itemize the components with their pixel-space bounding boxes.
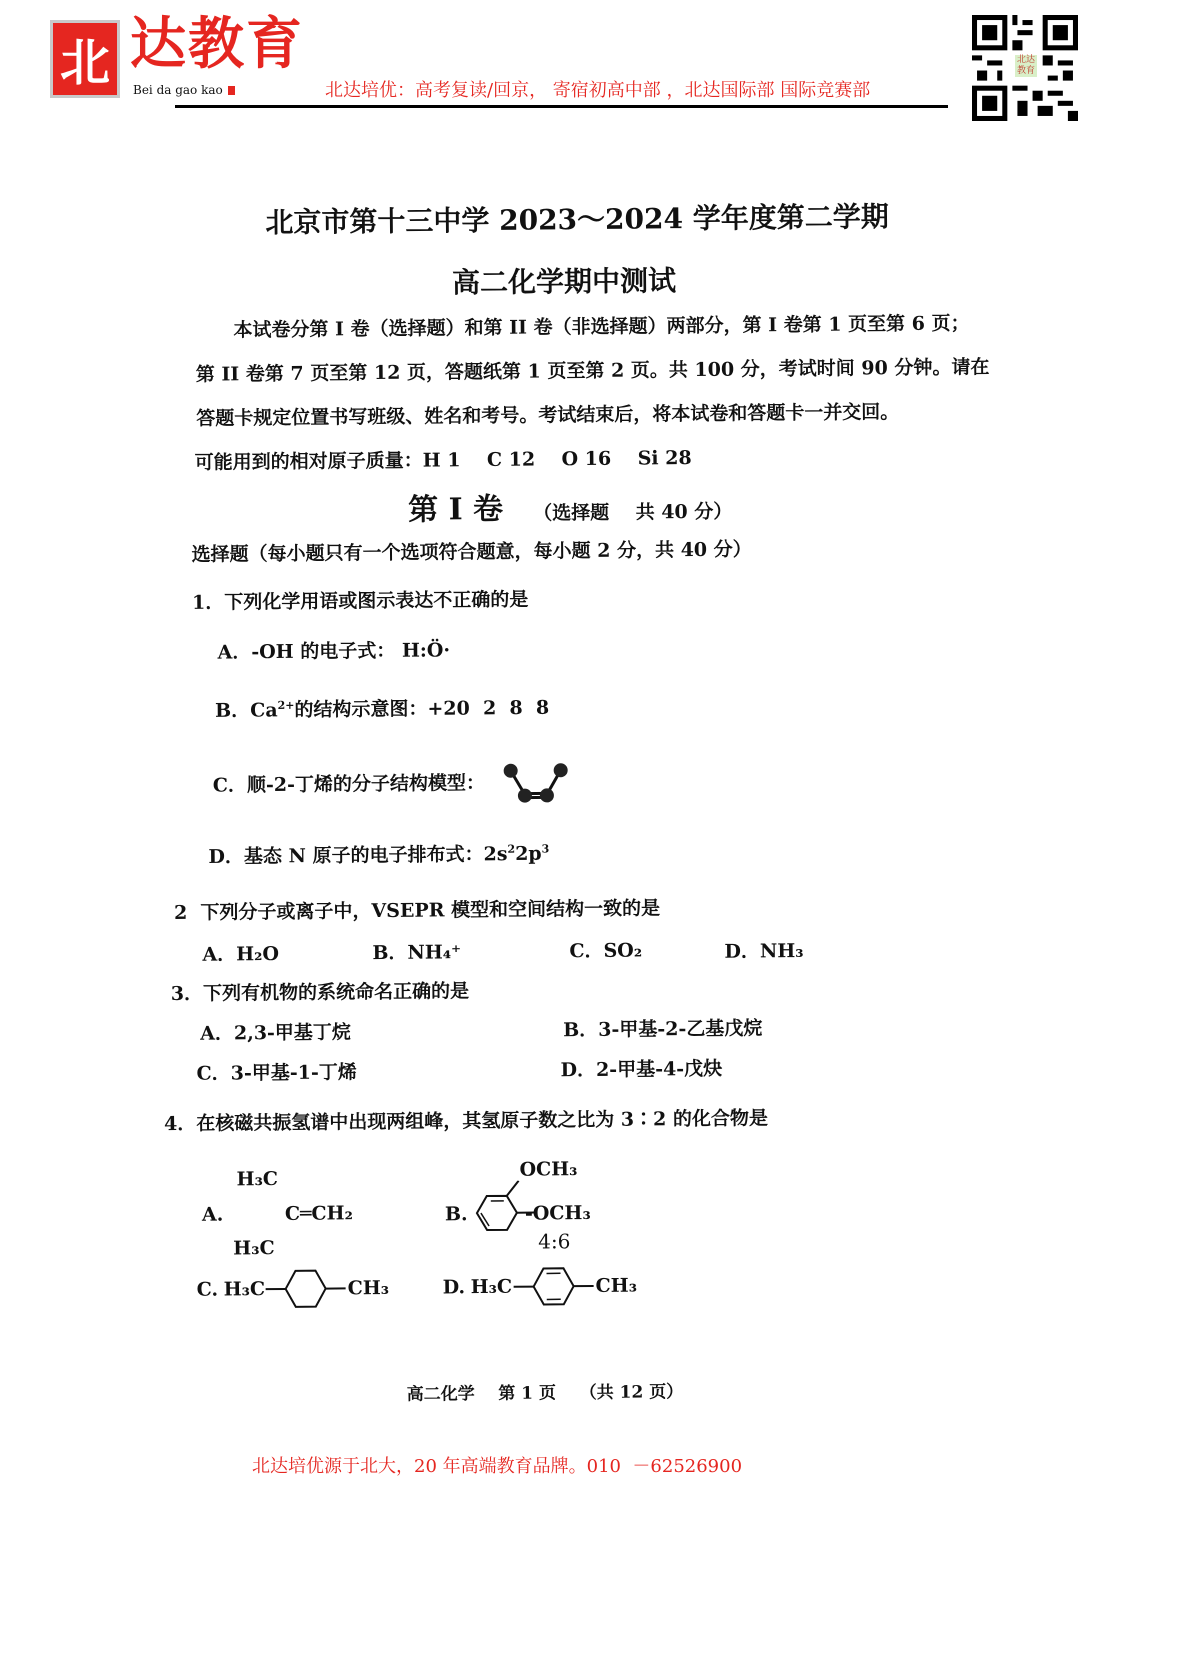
section-title: 第 I 卷 bbox=[408, 491, 504, 528]
cis-2-butene-model-icon bbox=[497, 758, 577, 809]
q1-option-d bbox=[208, 842, 549, 868]
q4-stem: 4．在核磁共振氢谱中出现两组峰，其氢原子数之比为 3∶2 的化合物是 bbox=[163, 1107, 769, 1136]
q4-c-left: H₃C bbox=[223, 1278, 266, 1301]
q4-a-right: C═CH₂ bbox=[284, 1202, 353, 1225]
q1-b-pre: B．Ca bbox=[214, 699, 278, 722]
q4-a-top: H₃C bbox=[236, 1168, 279, 1191]
q2-option-a: A．H₂O bbox=[202, 942, 280, 966]
q1-stem: 1．下列化学用语或图示表达不正确的是 bbox=[191, 588, 529, 614]
q1-option-a bbox=[217, 639, 450, 664]
logo-subtitle: Bei da gao kao bbox=[133, 83, 223, 97]
q4-d-label: D. bbox=[442, 1276, 466, 1299]
q2-option-d: D．NH₃ bbox=[724, 939, 804, 963]
q1-d-pre: D．基态 N 原子的电子排布式：2s bbox=[208, 843, 508, 868]
page-footer: 高二化学 第 1 页 （共 12 页） bbox=[406, 1382, 684, 1405]
q1-b-sup: 2+ bbox=[277, 698, 295, 712]
q2-option-c: C．SO₂ bbox=[569, 939, 643, 963]
q4-c-right: CH₃ bbox=[347, 1276, 390, 1300]
q4-c-label: C. bbox=[196, 1278, 219, 1301]
q4-d-left: H₃C bbox=[470, 1275, 513, 1299]
exam-title: 北京市第十三中学 2023～2024 学年度第二学期 bbox=[265, 200, 889, 240]
q1-d-sup2: 3 bbox=[541, 842, 550, 856]
q1-b-post: 的结构示意图：+20 2 8 8 bbox=[294, 696, 550, 722]
advert-footer: 北达培优源于北大，20 年高端教育品牌。010 －62526900 bbox=[252, 1456, 743, 1477]
q4-b-right: -OCH₃ bbox=[524, 1202, 591, 1225]
intro-line-3: 答题卡规定位置书写班级、姓名和考号。考试结束后，将本试卷和答题卡一并交回。 bbox=[196, 401, 900, 430]
q4-b-handwritten-note: 4:6 bbox=[538, 1229, 571, 1254]
q1-option-a-formula: H:Ö· bbox=[401, 639, 451, 662]
exam-subtitle: 高二化学期中测试 bbox=[451, 264, 677, 300]
q2-stem: 2 下列分子或离子中，VSEPR 模型和空间结构一致的是 bbox=[173, 897, 661, 925]
q3-option-c: C．3-甲基-1-丁烯 bbox=[196, 1061, 357, 1085]
logo-text: 达教育 bbox=[130, 11, 304, 77]
q1-option-a-text: A．-OH 的电子式： bbox=[217, 639, 396, 664]
q4-a-bottom: H₃C bbox=[233, 1237, 275, 1260]
header-slogan: 北达培优：高考复读/回京， 寄宿初高中部 ，北达国际部 国际竞赛部 bbox=[325, 80, 871, 101]
q1-option-c: C．顺-2-丁烯的分子结构模型： bbox=[212, 772, 486, 797]
q3-stem: 3．下列有机物的系统命名正确的是 bbox=[170, 980, 470, 1006]
q1-option-b bbox=[215, 696, 549, 722]
section-instructions: 选择题（每小题只有一个选项符合题意，每小题 2 分，共 40 分） bbox=[191, 538, 752, 566]
intro-line-1: 本试卷分第 I 卷（选择题）和第 II 卷（非选择题）两部分，第 I 卷第 1 页至第 6 页； bbox=[233, 312, 970, 342]
q4-d-right: CH₃ bbox=[595, 1274, 638, 1297]
q4-a-label: A. bbox=[201, 1203, 224, 1226]
qr-center-label: 北达教育 bbox=[1016, 55, 1035, 76]
q3-option-d: D．2-甲基-4-戊炔 bbox=[560, 1057, 723, 1082]
q3-option-a: A．2,3-甲基丁烷 bbox=[200, 1021, 351, 1045]
atomic-masses: 可能用到的相对原子质量：H 1 C 12 O 16 Si 28 bbox=[194, 447, 692, 474]
logo-mark-text: 北 bbox=[60, 33, 110, 92]
q3-option-b: B．3-甲基-2-乙基戊烷 bbox=[563, 1017, 763, 1042]
section-subtitle: （选择题 共 40 分） bbox=[533, 500, 733, 525]
benzene-ring-d-icon bbox=[511, 1262, 596, 1311]
intro-line-2: 第 II 卷第 7 页至第 12 页，答题纸第 1 页至第 2 页。共 100 分，考试时间 90 分钟。请在 bbox=[195, 356, 990, 386]
q2-option-b: B．NH₄⁺ bbox=[372, 941, 462, 965]
cyclohexane-ring-c-icon bbox=[263, 1264, 348, 1313]
q4-b-top: OCH₃ bbox=[519, 1158, 578, 1181]
q4-b-label: B. bbox=[444, 1203, 468, 1226]
q1-d-mid: 2p bbox=[515, 842, 542, 866]
q1-d-sup1: 2 bbox=[507, 842, 516, 856]
